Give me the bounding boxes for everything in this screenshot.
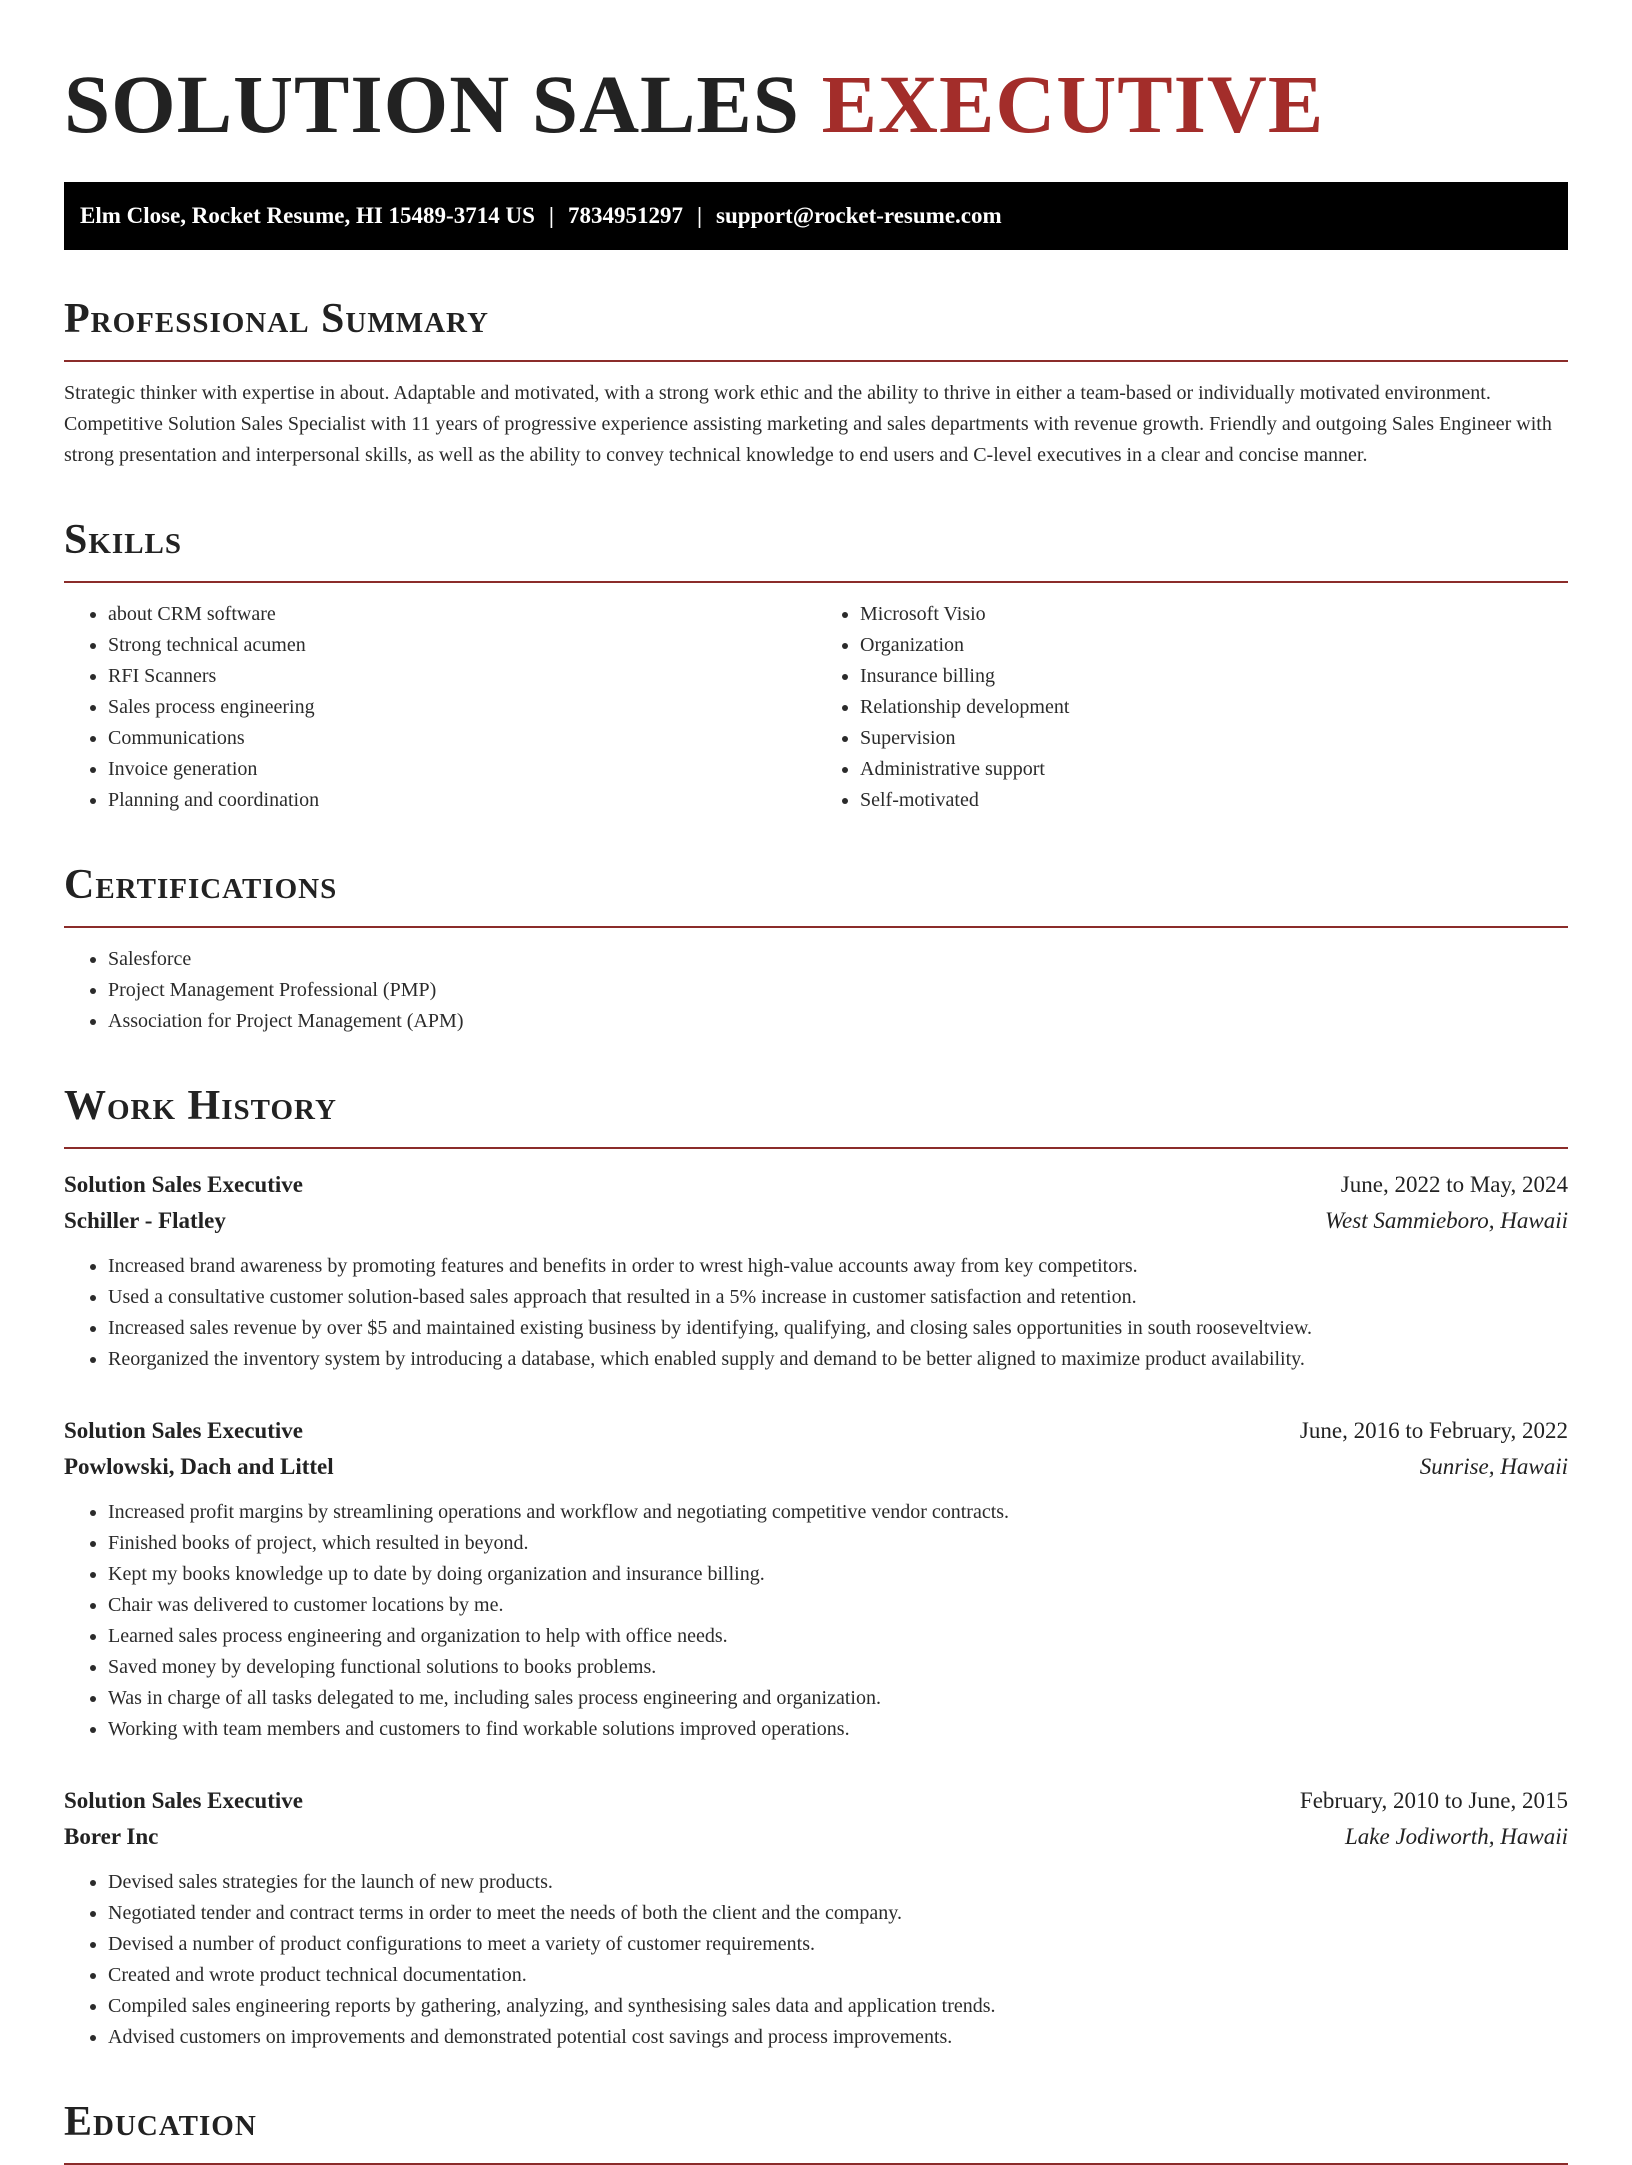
- job-header-row: [64, 1413, 1568, 1449]
- job-entry: [64, 1167, 1568, 1375]
- job-bullet: • Was in charge of all tasks delegated to me, including sales process engineering and organization.: [108, 1683, 1568, 1714]
- job-title: Solution Sales Executive: [64, 1788, 303, 1813]
- skill-item: • Self-motivated: [860, 785, 1568, 816]
- job-company-row: [64, 1203, 1568, 1239]
- job-bullet: • Reorganized the inventory system by introducing a database, which enabled supply and demand to be better aligned to maximize product availability.: [108, 1344, 1568, 1375]
- skills-list-right: [816, 599, 1568, 816]
- job-location: West Sammieboro, Hawaii: [1325, 1208, 1568, 1233]
- education-section: [64, 2097, 1568, 2165]
- summary-text: Strategic thinker with expertise in about. Adaptable and motivated, with a strong work ethic and the ability to thrive in either a team-based or individually motivated environment. Competitive Solution Sales Specialist with 11 years of progressive experience assisting marketing and sales departments with revenue growth. Friendly and outgoing Sales Engineer with strong presentation and interpersonal skills, as well as the ability to convey technical knowledge to end users and C-level executives in a clear and concise manner.: [64, 382, 1552, 466]
- contact-phone[interactable]: 7834951297: [567, 203, 683, 228]
- job-location: Lake Jodiworth, Hawaii: [1345, 1824, 1568, 1849]
- job-title: Solution Sales Executive: [64, 1418, 303, 1443]
- section-divider: [64, 581, 1568, 583]
- section-divider: [64, 926, 1568, 928]
- job-title: Solution Sales Executive: [64, 1172, 303, 1197]
- job-bullet: • Increased profit margins by streamlining operations and workflow and negotiating competitive vendor contracts.: [108, 1497, 1568, 1528]
- job-bullets: [64, 1867, 1568, 2053]
- education-heading: Education: [64, 2099, 257, 2145]
- job-bullets: [64, 1497, 1568, 1745]
- job-bullet: • Devised sales strategies for the launch of new products.: [108, 1867, 1568, 1898]
- section-divider: [64, 360, 1568, 362]
- job-company: Powlowski, Dach and Littel: [64, 1454, 334, 1479]
- job-header-row: [64, 1167, 1568, 1203]
- job-bullet: • Working with team members and customers to find workable solutions improved operations.: [108, 1714, 1568, 1745]
- job-bullet: • Compiled sales engineering reports by gathering, analyzing, and synthesising sales data and application trends.: [108, 1991, 1568, 2022]
- title-main: SOLUTION SALES: [64, 58, 800, 150]
- work-history-section: [64, 1081, 1568, 2053]
- skills-section: [64, 515, 1568, 816]
- contact-bar: [64, 182, 1568, 250]
- contact-address: Elm Close, Rocket Resume, HI 15489-3714 US: [80, 203, 535, 228]
- skills-grid: [64, 599, 1568, 816]
- skill-item: • Relationship development: [860, 692, 1568, 723]
- skill-item: • Insurance billing: [860, 661, 1568, 692]
- contact-email[interactable]: support@rocket-resume.com: [716, 203, 1002, 228]
- section-divider: [64, 1147, 1568, 1149]
- work-history-heading: Work History: [64, 1083, 337, 1129]
- job-bullet: • Increased brand awareness by promoting features and benefits in order to wrest high-value accounts away from key competitors.: [108, 1251, 1568, 1282]
- job-bullet: • Saved money by developing functional solutions to books problems.: [108, 1652, 1568, 1683]
- job-bullet: • Increased sales revenue by over $5 and maintained existing business by identifying, qualifying, and closing sales opportunities in south rooseveltview.: [108, 1313, 1568, 1344]
- job-bullet: • Created and wrote product technical documentation.: [108, 1960, 1568, 1991]
- job-bullet: • Learned sales process engineering and organization to help with office needs.: [108, 1621, 1568, 1652]
- summary-heading: Professional Summary: [64, 296, 489, 342]
- skill-item: • Organization: [860, 630, 1568, 661]
- certifications-section: [64, 860, 1568, 1037]
- certification-item: • Association for Project Management (APM): [108, 1006, 1568, 1037]
- title-accent: EXECUTIVE: [821, 58, 1325, 150]
- skill-item: • Communications: [108, 723, 816, 754]
- skill-item: • Supervision: [860, 723, 1568, 754]
- resume-title: [64, 0, 1568, 150]
- skill-item: • Invoice generation: [108, 754, 816, 785]
- skills-list-left: [64, 599, 816, 816]
- skill-item: • Sales process engineering: [108, 692, 816, 723]
- contact-separator: |: [548, 203, 554, 228]
- job-bullet: • Devised a number of product configurations to meet a variety of customer requirements.: [108, 1929, 1568, 1960]
- job-bullet: • Used a consultative customer solution-based sales approach that resulted in a 5% increase in customer satisfaction and retention.: [108, 1282, 1568, 1313]
- job-bullet: • Advised customers on improvements and demonstrated potential cost savings and process improvements.: [108, 2022, 1568, 2053]
- skills-heading: Skills: [64, 517, 183, 563]
- job-dates: June, 2022 to May, 2024: [1340, 1172, 1568, 1197]
- job-company: Borer Inc: [64, 1824, 159, 1849]
- skill-item: • Strong technical acumen: [108, 630, 816, 661]
- skill-item: • RFI Scanners: [108, 661, 816, 692]
- certification-item: • Project Management Professional (PMP): [108, 975, 1568, 1006]
- job-company-row: [64, 1819, 1568, 1855]
- job-bullet: • Finished books of project, which resulted in beyond.: [108, 1528, 1568, 1559]
- job-bullet: • Negotiated tender and contract terms in order to meet the needs of both the client and the company.: [108, 1898, 1568, 1929]
- certifications-heading: Certifications: [64, 862, 338, 908]
- skill-item: • Microsoft Visio: [860, 599, 1568, 630]
- skill-item: • Planning and coordination: [108, 785, 816, 816]
- skill-item: • about CRM software: [108, 599, 816, 630]
- job-dates: June, 2016 to February, 2022: [1299, 1418, 1568, 1443]
- job-entry: [64, 1413, 1568, 1745]
- contact-separator: |: [696, 203, 703, 228]
- job-entry: [64, 1783, 1568, 2053]
- certification-item: • Salesforce: [108, 944, 1568, 975]
- job-header-row: [64, 1783, 1568, 1819]
- certifications-list: [64, 944, 1568, 1037]
- job-bullet: • Chair was delivered to customer locations by me.: [108, 1590, 1568, 1621]
- job-company-row: [64, 1449, 1568, 1485]
- summary-section: [64, 294, 1568, 471]
- job-dates: February, 2010 to June, 2015: [1299, 1788, 1568, 1813]
- job-bullets: [64, 1251, 1568, 1375]
- job-bullet: • Kept my books knowledge up to date by doing organization and insurance billing.: [108, 1559, 1568, 1590]
- skill-item: • Administrative support: [860, 754, 1568, 785]
- job-company: Schiller - Flatley: [64, 1208, 226, 1233]
- job-location: Sunrise, Hawaii: [1419, 1454, 1568, 1479]
